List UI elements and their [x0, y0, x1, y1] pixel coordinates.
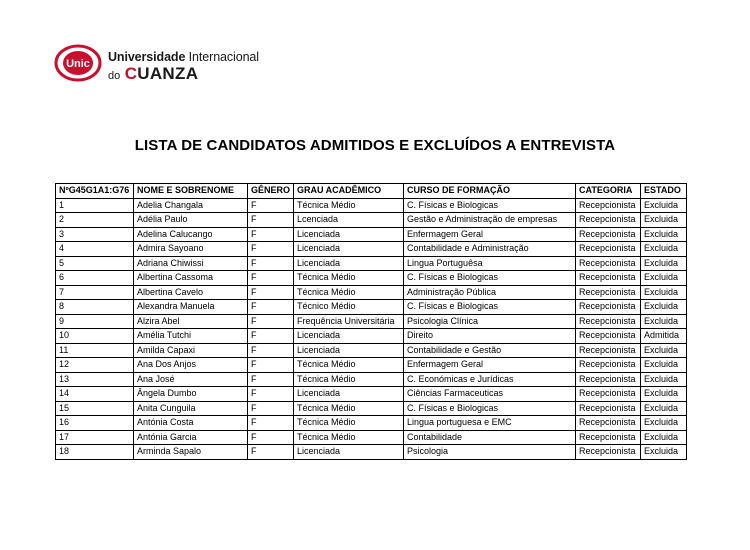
university-city-rest: UANZA — [137, 64, 199, 83]
cell-number: 2 — [56, 213, 134, 228]
cell-status: Excluida — [641, 213, 687, 228]
cell-gender: F — [248, 329, 294, 344]
cell-name: Arminda Sapalo — [134, 445, 248, 460]
table-row — [56, 387, 687, 402]
cell-degree: Licenciada — [294, 445, 404, 460]
cell-number: 15 — [56, 401, 134, 416]
university-city-first-letter: C — [124, 64, 138, 83]
cell-degree: Técnica Médio — [294, 271, 404, 286]
cell-status: Excluida — [641, 300, 687, 315]
cell-course: Contabilidade — [404, 430, 576, 445]
cell-category: Recepcionista — [576, 285, 641, 300]
university-prefix: do — [108, 70, 121, 82]
cell-gender: F — [248, 271, 294, 286]
cell-status: Excluida — [641, 343, 687, 358]
cell-course: C. Físicas e Biologicas — [404, 401, 576, 416]
cell-degree: Licenciada — [294, 242, 404, 257]
cell-name: Antónia Garcia — [134, 430, 248, 445]
cell-course: Ciências Farmaceuticas — [404, 387, 576, 402]
cell-number: 1 — [56, 198, 134, 213]
cell-status: Excluida — [641, 387, 687, 402]
cell-gender: F — [248, 300, 294, 315]
table-row — [56, 329, 687, 344]
cell-number: 3 — [56, 227, 134, 242]
cell-gender: F — [248, 401, 294, 416]
cell-category: Recepcionista — [576, 227, 641, 242]
cell-number: 4 — [56, 242, 134, 257]
cell-course: Lingua portuguesa e EMC — [404, 416, 576, 431]
cell-gender: F — [248, 387, 294, 402]
cell-status: Excluida — [641, 430, 687, 445]
cell-gender: F — [248, 445, 294, 460]
cell-degree: Técnica Médio — [294, 358, 404, 373]
header-category: CATEGORIA — [576, 184, 641, 199]
page-title: LISTA DE CANDIDATOS ADMITIDOS E EXCLUÍDOS A ENTREVISTA — [134, 137, 616, 154]
cell-number: 18 — [56, 445, 134, 460]
table-row — [56, 416, 687, 431]
cell-category: Recepcionista — [576, 416, 641, 431]
university-city — [125, 64, 199, 83]
cell-category: Recepcionista — [576, 343, 641, 358]
header-number: NºG45G1A1:G76 — [56, 184, 134, 199]
cell-number: 11 — [56, 343, 134, 358]
cell-status: Excluida — [641, 314, 687, 329]
cell-number: 7 — [56, 285, 134, 300]
cell-name: Ângela Dumbo — [134, 387, 248, 402]
cell-status: Excluida — [641, 416, 687, 431]
cell-course: Enfermagem Geral — [404, 227, 576, 242]
table-row — [56, 198, 687, 213]
cell-number: 10 — [56, 329, 134, 344]
cell-name: Ana José — [134, 372, 248, 387]
header-course: CURSO DE FORMAÇÃO — [404, 184, 576, 199]
table-row — [56, 271, 687, 286]
cell-status: Excluida — [641, 227, 687, 242]
cell-number: 8 — [56, 300, 134, 315]
cell-number: 5 — [56, 256, 134, 271]
cell-degree: Licenciada — [294, 227, 404, 242]
table-row — [56, 213, 687, 228]
cell-name: Alzira Abel — [134, 314, 248, 329]
table-row — [56, 401, 687, 416]
cell-number: 13 — [56, 372, 134, 387]
cell-degree: Técnica Médio — [294, 285, 404, 300]
cell-status: Excluida — [641, 372, 687, 387]
cell-name: Admira Sayoano — [134, 242, 248, 257]
cell-name: Amélia Tutchi — [134, 329, 248, 344]
cell-name: Adélia Paulo — [134, 213, 248, 228]
cell-degree: Técnico Médio — [294, 300, 404, 315]
cell-status: Excluida — [641, 256, 687, 271]
cell-name: Ana Dos Anjos — [134, 358, 248, 373]
cell-gender: F — [248, 430, 294, 445]
unic-logo-mark — [54, 42, 104, 84]
cell-degree: Técnica Médio — [294, 401, 404, 416]
table-row — [56, 430, 687, 445]
cell-number: 9 — [56, 314, 134, 329]
table-header-row — [56, 184, 687, 199]
cell-course: Psicologia — [404, 445, 576, 460]
header-name: NOME E SOBRENOME — [134, 184, 248, 199]
cell-status: Excluida — [641, 358, 687, 373]
header-gender: GÊNERO — [248, 184, 294, 199]
table-body — [56, 198, 687, 459]
cell-name: Alexandra Manuela — [134, 300, 248, 315]
table-row — [56, 314, 687, 329]
cell-gender: F — [248, 358, 294, 373]
cell-number: 12 — [56, 358, 134, 373]
cell-degree: Licenciada — [294, 343, 404, 358]
cell-status: Excluida — [641, 445, 687, 460]
cell-category: Recepcionista — [576, 329, 641, 344]
cell-number: 16 — [56, 416, 134, 431]
cell-status: Excluida — [641, 285, 687, 300]
cell-name: Albertina Cavelo — [134, 285, 248, 300]
header-degree: GRAU ACADÊMICO — [294, 184, 404, 199]
cell-degree: Técnica Médio — [294, 416, 404, 431]
cell-category: Recepcionista — [576, 314, 641, 329]
university-name-line1 — [108, 50, 259, 64]
university-word-bold: Universidade — [108, 50, 186, 64]
cell-course: Contabilidade e Administração — [404, 242, 576, 257]
cell-name: Adriana Chiwissi — [134, 256, 248, 271]
logo-mark-text: Unic — [66, 58, 90, 70]
cell-gender: F — [248, 227, 294, 242]
cell-gender: F — [248, 213, 294, 228]
cell-degree: Lcenciada — [294, 213, 404, 228]
table-row — [56, 256, 687, 271]
cell-gender: F — [248, 372, 294, 387]
table-row — [56, 358, 687, 373]
cell-category: Recepcionista — [576, 430, 641, 445]
cell-status: Excluida — [641, 242, 687, 257]
cell-degree: Técnica Médio — [294, 430, 404, 445]
cell-course: Enfermagem Geral — [404, 358, 576, 373]
table-row — [56, 285, 687, 300]
cell-gender: F — [248, 198, 294, 213]
cell-status: Excluida — [641, 401, 687, 416]
table-row — [56, 343, 687, 358]
university-logo — [54, 42, 259, 84]
cell-category: Recepcionista — [576, 213, 641, 228]
cell-course: Gestão e Administração de empresas — [404, 213, 576, 228]
cell-course: C. Físicas e Biologicas — [404, 300, 576, 315]
cell-gender: F — [248, 416, 294, 431]
cell-category: Recepcionista — [576, 242, 641, 257]
cell-category: Recepcionista — [576, 445, 641, 460]
cell-status: Excluida — [641, 271, 687, 286]
cell-category: Recepcionista — [576, 300, 641, 315]
cell-course: C. Económicas e Jurídicas — [404, 372, 576, 387]
candidates-table — [55, 183, 687, 460]
cell-course: Contabilidade e Gestão — [404, 343, 576, 358]
cell-category: Recepcionista — [576, 271, 641, 286]
cell-course: Administração Pública — [404, 285, 576, 300]
cell-degree: Licenciada — [294, 387, 404, 402]
cell-degree: Frequência Universitária — [294, 314, 404, 329]
cell-name: Anita Cunguila — [134, 401, 248, 416]
cell-degree: Técnica Médio — [294, 198, 404, 213]
cell-gender: F — [248, 242, 294, 257]
cell-name: Adelina Calucango — [134, 227, 248, 242]
university-name-line2 — [108, 64, 198, 84]
cell-status: Excluida — [641, 198, 687, 213]
header-status: ESTADO — [641, 184, 687, 199]
cell-name: Adelia Changala — [134, 198, 248, 213]
cell-category: Recepcionista — [576, 198, 641, 213]
cell-degree: Licenciada — [294, 329, 404, 344]
cell-category: Recepcionista — [576, 358, 641, 373]
cell-name: Antónia Costa — [134, 416, 248, 431]
cell-name: Amilda Capaxi — [134, 343, 248, 358]
university-word-rest: Internacional — [185, 50, 259, 64]
cell-course: C. Físicas e Biologicas — [404, 198, 576, 213]
table-row — [56, 300, 687, 315]
table-row — [56, 242, 687, 257]
cell-gender: F — [248, 343, 294, 358]
cell-degree: Técnica Médio — [294, 372, 404, 387]
table-row — [56, 445, 687, 460]
cell-gender: F — [248, 314, 294, 329]
cell-course: Psicologia Clínica — [404, 314, 576, 329]
cell-course: Direito — [404, 329, 576, 344]
cell-category: Recepcionista — [576, 256, 641, 271]
cell-category: Recepcionista — [576, 387, 641, 402]
cell-name: Albertina Cassoma — [134, 271, 248, 286]
table-row — [56, 227, 687, 242]
cell-degree: Licenciada — [294, 256, 404, 271]
cell-status: Admitida — [641, 329, 687, 344]
cell-number: 14 — [56, 387, 134, 402]
table-row — [56, 372, 687, 387]
cell-gender: F — [248, 256, 294, 271]
cell-course: Lingua Portuguêsa — [404, 256, 576, 271]
cell-category: Recepcionista — [576, 401, 641, 416]
cell-number: 17 — [56, 430, 134, 445]
cell-number: 6 — [56, 271, 134, 286]
cell-gender: F — [248, 285, 294, 300]
cell-category: Recepcionista — [576, 372, 641, 387]
cell-course: C. Físicas e Biologicas — [404, 271, 576, 286]
